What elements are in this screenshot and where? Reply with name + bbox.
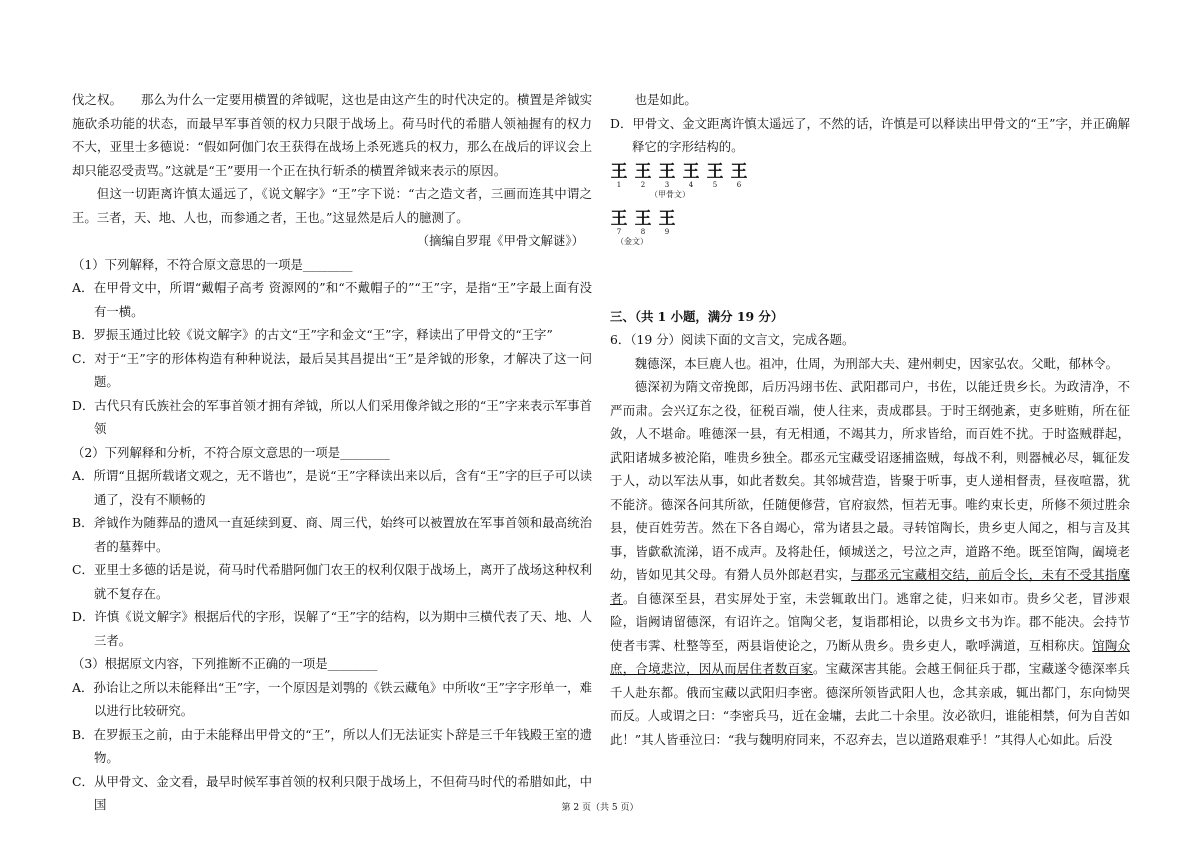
q3-option-b: B．在罗振玉之前，由于未能释出甲骨文的“王”，所以人们无法证实卜辞是三千年钱殿王室的遗物。: [72, 726, 592, 765]
oracle-glyph-5: 王: [706, 161, 724, 182]
oracle-number-1: 1: [616, 180, 622, 189]
question-3: （3）根据原文内容，下列推断不正确的一项是________: [72, 656, 378, 671]
oracle-number-4: 4: [688, 180, 694, 189]
q1-option-c: C．对于“王”字的形体构造有种种说法，最后吴其昌提出“王”是斧钺的形象，才解决了这一问题。: [72, 350, 592, 389]
oracle-glyph-row: [610, 163, 1130, 181]
q3-option-c: C．从甲骨文、金文看，最早时候军事首领的权利只限于战场上，不但荷马时代的希腊如此，中国: [72, 773, 592, 812]
q1-option-d: D．古代只有氏族社会的军事首领才拥有斧钺，所以人们采用像斧钺之形的“王”字来表示军事首领: [72, 397, 592, 436]
q3-option-a: A．孙诒让之所以未能释出“王”字，一个原因是刘鹗的《铁云藏龟》中所收“王”字字形单一，难以进行比较研究。: [72, 679, 592, 718]
bronze-glyph-8: 王: [634, 208, 652, 229]
right-column: [610, 88, 1130, 751]
bronze-glyph-7: 王: [610, 208, 628, 229]
passage-source: （摘编自罗琨《甲骨文解谜》）: [416, 233, 584, 248]
question-1: （1）下列解释，不符合原文意思的一项是________: [72, 256, 353, 272]
section-heading: 三、（共 1 小题，满分 19 分）: [610, 308, 784, 324]
q2-option-c: C．亚里士多德的话是说，荷马时代希腊阿伽门农王的权利仅限于战场上，离开了战场这种权利就不复存在。: [72, 562, 592, 601]
underlined-sentence-1: 与郡丞元宝藏相交结，前后令长，未有不受其指麾者: [610, 567, 1131, 606]
passage-paragraph-2: 但这一切距离许慎太遥远了，《说文解字》“王”字下说：“古之造文者，三画而连其中谓之王。三者，天、地、人也，而参通之者，王也。”这显然是后人的臆测了。: [72, 186, 592, 225]
classical-paragraph-2: [610, 375, 1130, 751]
oracle-glyph-3: 王: [658, 161, 676, 182]
wang-character-figure: [610, 163, 1130, 291]
paragraph-2-part-c: 。宝藏深害其能。会越王侗征兵于郡，宝藏遂令德深率兵千人赴东都。俄而宝藏以武阳归李密。德深所领皆武阳人也，念其亲戚，辄出都门，东向恸哭而反。人或谓之曰：“李密兵马，近在金墉，去此二十余里。汝必欲归，谁能相禁，何为自苦如此！”其人皆垂泣曰：“我与魏明府同来，不忍弃去，岂以道路艰难乎！”其得人心如此。后没: [610, 661, 1131, 747]
oracle-number-5: 5: [712, 180, 718, 189]
q1-option-b: B．罗振玉通过比较《说文解字》的古文“王”字和金文“王”字，释读出了甲骨文的“王字”: [72, 327, 553, 342]
oracle-caption: （甲骨文）: [650, 189, 690, 199]
oracle-glyph-2: 王: [634, 161, 652, 182]
classical-paragraph-1: 魏德深，本巨鹿人也。祖冲，仕周，为刑部大夫、建州刺史，因家弘农。父毗，郁林令。: [634, 355, 1119, 371]
q1-option-a: A．在甲骨文中，所谓“戴帽子高考 资源网的”和“不戴帽子的”“王”字，是指“王”字最上面有没有一横。: [72, 280, 592, 319]
oracle-number-2: 2: [640, 180, 646, 189]
passage-paragraph-1: 伐之权。 那么为什么一定要用横置的斧钺呢，这也是由这产生的时代决定的。横置是斧钺实施砍杀功能的状态，而最早军事首领的权力只限于战场上。荷马时代的希腊人领袖握有的权力不大，亚里士多德说：“假如阿伽门农王获得在战场上杀死逃兵的权力，那么在战后的评议会上却只能忍受责骂。”这就是“王”要用一个正在执行斩杀的横置斧钺来表示的原因。: [72, 92, 592, 178]
oracle-number-row: [610, 181, 1130, 190]
bronze-glyph-9: 王: [658, 208, 676, 229]
bronze-number-8: 8: [640, 227, 646, 236]
bronze-glyph-row: [610, 210, 1130, 228]
oracle-number-3: 3: [664, 180, 670, 189]
bronze-number-row: [610, 228, 1130, 237]
q3-option-d: D．甲骨文、金文距离许慎太遥远了，不然的话，许慎是可以释读出甲骨文的“王”字，并正确解释它的字形结构的。: [610, 115, 1130, 154]
paragraph-2-part-b: 。自德深至县，君实屏处于室，未尝辄敢出门。逃窜之徒，归来如市。贵乡父老，冒涉艰险，诣阙请留德深，有诏许之。馆陶父老，复诣郡相论，以贵乡文书为诈。郡不能决。会持节使者韦霁、杜整等至，两县诣使论之，乃断从贵乡。贵乡吏人，歌呼满道，互相称庆。: [610, 590, 1130, 653]
question-2: （2）下列解释和分析，不符合原文意思的一项是________: [72, 444, 390, 460]
page-footer: 第 2 页（共 5 页）: [561, 803, 639, 813]
left-column: [72, 88, 592, 817]
bronze-number-9: 9: [664, 227, 670, 236]
question-6: 6．（19 分）阅读下面的文言文，完成各题。: [610, 332, 855, 347]
paragraph-2-part-a: 德深初为隋文帝挽郎，后历冯翊书佐、武阳郡司户，书佐，以能迁贵乡长。为政清净，不严而肃。会兴辽东之役，征税百端，使人往来，责成郡县。于时王纲弛紊，吏多赃贿，所在征敛，人不堪命。唯德深一县，有无相通，不竭其力，所求皆给，而百姓不扰。于时盗贼群起，武阳诸城多被沦陷，唯贵乡独全。郡丞元宝藏受诏逐捕盗贼，每战不利，则器械必尽，辄征发于人，动以军法从事，如此者数矣。其邻城营造，皆聚于听事，吏人递相督责，昼夜喧嚣，犹不能济。德深各问其所欲，任随便修营，官府寂然，恒若无事。唯约束长吏，所修不须过胜余县，使百姓劳苦。然在下各自竭心，常为诸县之最。寻转馆陶长，贵乡吏人闻之，相与言及其事，皆歔欷流涕，语不成声。及将赴任，倾城送之，号泣之声，道路不绝。既至馆陶，阖境老幼，皆如见其父母。有猾人员外郎赵君实，: [610, 379, 1130, 582]
q2-option-a: A．所谓“且据所载诸文观之，无不谐也”，是说“王”字释读出来以后，含有“王”字的巨子可以读通了，没有不顺畅的: [72, 468, 592, 507]
underlined-sentence-2: 馆陶众庶，合境悲泣，因从而居住者数百家: [610, 637, 1131, 676]
option-c-continuation: 也是如此。: [634, 92, 697, 107]
oracle-number-6: 6: [736, 180, 742, 189]
q2-option-d: D．许慎《说文解字》根据后代的字形，误解了“王”字的结构，以为期中三横代表了天、地、人三者。: [72, 609, 592, 648]
oracle-glyph-1: 王: [610, 161, 628, 182]
bronze-number-7: 7: [616, 227, 622, 236]
oracle-glyph-4: 王: [682, 161, 700, 182]
bronze-caption: （金文）: [616, 236, 648, 246]
q2-option-b: B．斧钺作为随葬品的遗风一直延续到夏、商、周三代，始终可以被置放在军事首领和最高统治者的墓葬中。: [72, 515, 592, 554]
oracle-glyph-6: 王: [730, 161, 748, 182]
